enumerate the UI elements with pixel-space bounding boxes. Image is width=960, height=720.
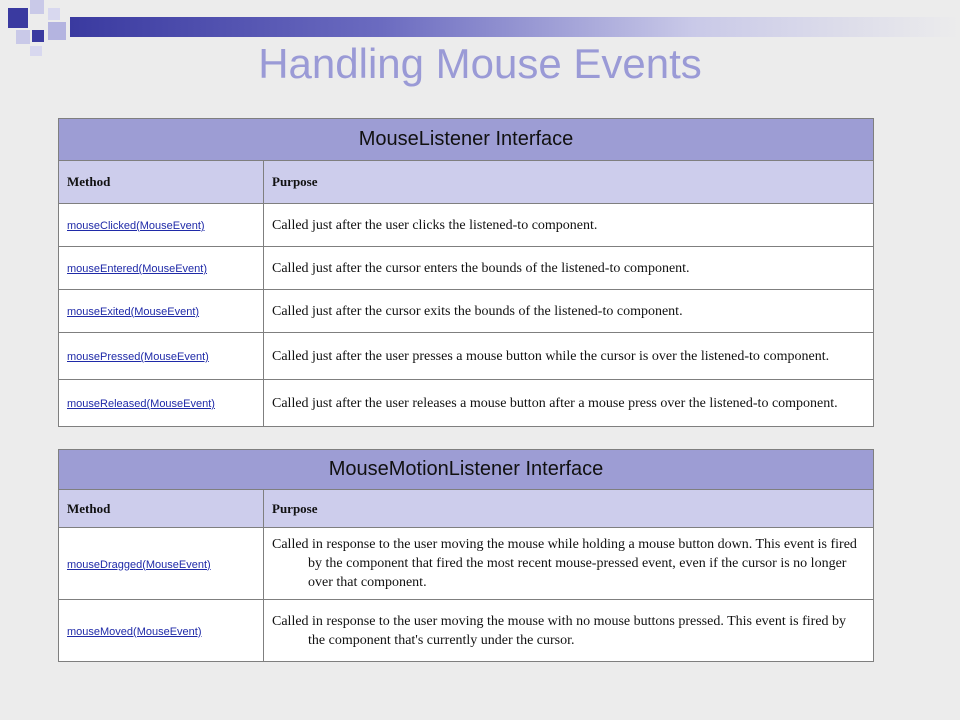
table-row — [59, 204, 874, 247]
method-link-mouse-entered[interactable]: mouseEntered(MouseEvent) — [67, 263, 208, 275]
method-link-mouse-moved[interactable]: mouseMoved(MouseEvent) — [67, 625, 202, 638]
corner-square-3 — [48, 8, 60, 20]
method-column-header: Method — [59, 161, 264, 204]
mouse-listener-table — [58, 118, 874, 427]
method-link-mouse-dragged[interactable]: mouseDragged(MouseEvent) — [67, 558, 211, 571]
table-row — [59, 290, 874, 333]
corner-square-2 — [30, 0, 44, 14]
mouse-motion-listener-title: MouseMotionListener Interface — [59, 450, 874, 490]
purpose-text: Called just after the cursor exits the bounds of the listened-to component. — [272, 303, 683, 319]
method-link-mouse-clicked[interactable]: mouseClicked(MouseEvent) — [67, 220, 205, 232]
table-row — [59, 380, 874, 427]
purpose-text: Called in response to the user moving the mouse while holding a mouse button down. This event is fired by the component that fired the most recent mouse-pressed event, even if the cursor is no longer over that component. — [272, 537, 857, 590]
method-link-mouse-released[interactable]: mouseReleased(MouseEvent) — [67, 398, 215, 410]
corner-square-6 — [48, 22, 66, 40]
mouse-listener-title: MouseListener Interface — [59, 119, 874, 161]
slide-title: Handling Mouse Events — [258, 40, 702, 87]
table-row — [59, 333, 874, 380]
table-row — [59, 247, 874, 290]
method-link-mouse-pressed[interactable]: mousePressed(MouseEvent) — [67, 351, 209, 363]
purpose-text: Called just after the cursor enters the bounds of the listened-to component. — [272, 260, 690, 276]
table-row — [59, 600, 874, 662]
title-gradient-bar — [70, 17, 960, 37]
purpose-column-header: Purpose — [264, 490, 874, 528]
purpose-text: Called just after the user presses a mouse button while the cursor is over the listened-to component. — [272, 348, 830, 364]
purpose-column-header: Purpose — [264, 161, 874, 204]
method-column-header: Method — [59, 490, 264, 528]
table-row — [59, 528, 874, 600]
mouse-motion-listener-table — [58, 449, 874, 662]
purpose-text: Called just after the user clicks the listened-to component. — [272, 217, 598, 233]
purpose-text: Called in response to the user moving the mouse with no mouse buttons pressed. This event is fired by the component that's currently under the cursor. — [272, 613, 847, 648]
method-link-mouse-exited[interactable]: mouseExited(MouseEvent) — [67, 306, 200, 318]
corner-square-1 — [8, 8, 28, 28]
purpose-text: Called just after the user releases a mouse button after a mouse press over the listened-to component. — [272, 395, 838, 411]
